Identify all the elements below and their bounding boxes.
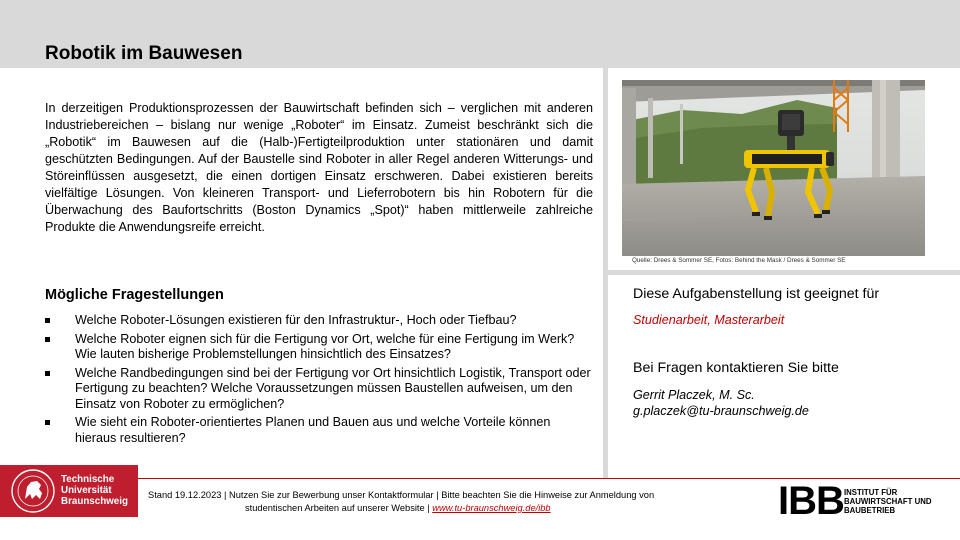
- questions-heading: Mögliche Fragestellungen: [45, 287, 224, 303]
- list-item-text: Wie sieht ein Roboter-orientiertes Planen und Bauen aus und welche Vorteile können hieraus resultieren?: [75, 415, 551, 445]
- list-item: [45, 366, 595, 413]
- horizontal-divider: [608, 270, 960, 275]
- lion-seal-icon: [6, 465, 60, 517]
- footer-line-2: studentischen Arbeiten auf unserer Website | www.tu-braunschweig.de/ibb: [245, 502, 551, 513]
- bullet-icon: [45, 420, 50, 425]
- footer-text: [148, 489, 758, 514]
- footer-line-1: Stand 19.12.2023 | Nutzen Sie zur Bewerbung unser Kontaktformular | Bitte beachten Sie die Hinweise zur Anmeldung von: [148, 490, 655, 500]
- contact-name: Gerrit Placzek, M. Sc.: [633, 388, 755, 402]
- construction-site-image: [622, 80, 925, 256]
- intro-text: In derzeitigen Produktionsprozessen der Bauwirtschaft befinden sich – verglichen mit anderen Industriebereichen – bislang nur wenige „Roboter“ im Einsatz. Zumeist beschränkt sich die „Robotik“ im Bauwesen auf die (Halb-)Fertigteilproduktion unter stationären und damit geschützten Bedingungen. Auf der Baustelle sind Roboter in aller Regel anderen Witterungs- und Störeinflüssen ausgesetzt, die einen dortigen Einsatz erschweren. Dabei existieren bereits vielfältige Lösungen. Von kleineren Transport- und Lieferrobotern bis hin Robotern für die Überwachung des Baufortschritts (Boston Dynamics „Spot)“ haben mittlerweile zahlreiche Produkte die Anwendungsreife erreicht.: [45, 101, 593, 234]
- image-credit: Quelle: Drees & Sommer SE, Fotos: Behind the Mask / Drees & Sommer SE: [632, 257, 846, 264]
- page-title: Robotik im Bauwesen: [45, 43, 243, 64]
- suitability-value: Studienarbeit, Masterarbeit: [633, 313, 785, 327]
- footer-website-link[interactable]: www.tu-braunschweig.de/ibb: [432, 502, 551, 513]
- ibb-mark: IBB: [778, 479, 844, 523]
- bullet-icon: [45, 337, 50, 342]
- bullet-icon: [45, 318, 50, 323]
- tu-logo-text: Technische Universität Braunschweig: [61, 474, 128, 507]
- list-item: [45, 332, 595, 363]
- contact-email[interactable]: g.placzek@tu-braunschweig.de: [633, 404, 809, 418]
- list-item-text: Welche Roboter-Lösungen existieren für den Infrastruktur-, Hoch oder Tiefbau?: [75, 313, 517, 327]
- bullet-icon: [45, 371, 50, 376]
- list-item: [45, 415, 595, 446]
- ibb-logo-text: INSTITUT FÜR BAUWIRTSCHAFT UND BAUBETRIEB: [844, 488, 932, 516]
- suitability-label: Diese Aufgabenstellung ist geeignet für: [633, 286, 880, 302]
- list-item-text: Welche Randbedingungen sind bei der Fertigung vor Ort hinsichtlich Logistik, Transport oder Fertigung zu beachten? Welche Voraussetzungen müssen Baustellen aufweisen, um den Einsatz von Roboter zu ermöglichen?: [75, 365, 591, 411]
- list-item: [45, 313, 595, 329]
- robot-photo: [622, 80, 925, 256]
- tu-braunschweig-logo[interactable]: [0, 465, 138, 517]
- contact-label: Bei Fragen kontaktieren Sie bitte: [633, 360, 839, 376]
- list-item-text: Welche Roboter eignen sich für die Fertigung vor Ort, welche für eine Fertigung im Werk? Wie lauten bisherige Problemstellungen hinsichtlich des Einsatzes?: [75, 331, 575, 361]
- questions-list: [45, 313, 595, 449]
